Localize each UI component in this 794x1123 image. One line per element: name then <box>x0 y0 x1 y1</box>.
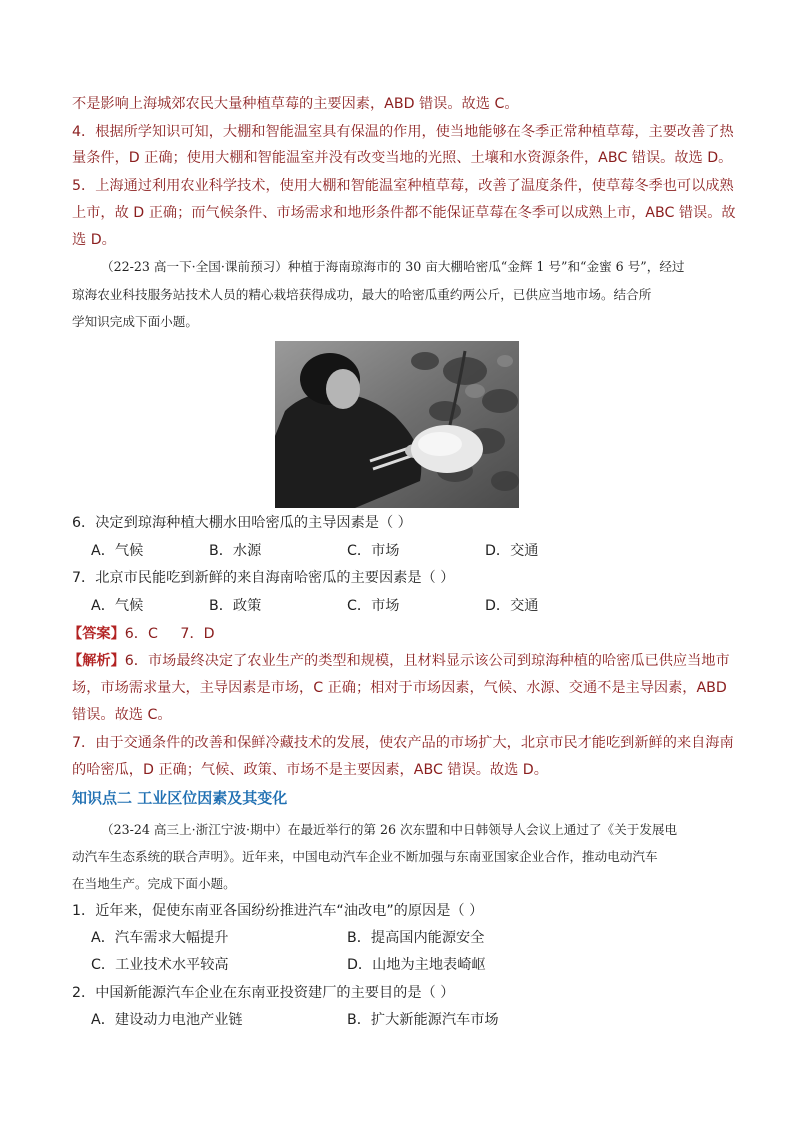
q7-option-c[interactable]: C．市场 <box>347 598 400 614</box>
answer-text: 6．C 7．D <box>124 626 215 642</box>
analysis-text: 选 D。 <box>72 232 116 248</box>
material-text: 琼海农业科技服务站技术人员的精心栽培获得成功，最大的哈密瓜重约两公斤，已供应当地市场。结合所 <box>72 287 652 302</box>
q6-option-c[interactable]: C．市场 <box>347 543 400 559</box>
analysis-text: 5．上海通过利用农业科学技术，使用大棚和智能温室种植草莓，改善了温度条件，使草莓冬季也可以成熟 <box>72 178 734 194</box>
material-text: 动汽车生态系统的联合声明》。近年来，中国电动汽车企业不断加强与东南亚国家企业合作，推动电动汽车 <box>72 849 658 864</box>
analysis-text: 7．由于交通条件的改善和保鲜冷藏技术的发展，使农产品的市场扩大，北京市民才能吃到新鲜的来自海南 <box>72 735 734 751</box>
analysis-line <box>68 651 730 671</box>
analysis-text: 错误。故选 C。 <box>72 707 172 723</box>
q2-option-a[interactable]: A．建设动力电池产业链 <box>91 1012 243 1028</box>
analysis-text: 6．市场最终决定了农业生产的类型和规模，且材料显示该公司到琼海种植的哈密瓜已供应当地市 <box>124 653 730 669</box>
question-1-stem: 1．近年来，促使东南亚各国纷纷推进汽车“油改电”的原因是（ ） <box>72 903 484 919</box>
q1-option-b[interactable]: B．提高国内能源安全 <box>347 930 485 946</box>
question-7-stem: 7．北京市民能吃到新鲜的来自海南哈密瓜的主要因素是（ ） <box>72 570 455 586</box>
analysis-text: 量条件，D 正确；使用大棚和智能温室并没有改变当地的光照、土壤和水资源条件，ABC 错误。故选 D。 <box>72 150 733 166</box>
q7-option-b[interactable]: B．政策 <box>209 598 262 614</box>
q7-option-a[interactable]: A．气候 <box>91 598 144 614</box>
q6-option-a[interactable]: A．气候 <box>91 543 144 559</box>
q1-option-a[interactable]: A．汽车需求大幅提升 <box>91 930 229 946</box>
section-heading: 知识点二 工业区位因素及其变化 <box>72 789 288 807</box>
analysis-text: 不是影响上海城郊农民大量种植草莓的主要因素，ABD 错误。故选 C。 <box>72 96 519 112</box>
q6-option-b[interactable]: B．水源 <box>209 543 262 559</box>
material-text: 在当地生产。完成下面小题。 <box>72 876 236 891</box>
analysis-text: 的哈密瓜，D 正确；气候、政策、市场不是主要因素，ABC 错误。故选 D。 <box>72 762 548 778</box>
melon-farmer-photo <box>275 341 519 508</box>
q7-option-d[interactable]: D．交通 <box>485 598 539 614</box>
q1-option-c[interactable]: C．工业技术水平较高 <box>91 957 229 973</box>
analysis-text: 场，市场需求量大，主导因素是市场，C 正确；相对于市场因素，气候、水源、交通不是主导因素，ABD <box>72 680 727 696</box>
analysis-text: 4．根据所学知识可知，大棚和智能温室具有保温的作用，使当地能够在冬季正常种植草莓，主要改善了热 <box>72 124 734 140</box>
answer-line <box>68 624 215 644</box>
analysis-label: 【解析】 <box>68 653 125 669</box>
material-text: （22-23 高一下·全国·课前预习）种植于海南琼海市的 30 亩大棚哈密瓜“金辉 1 号”和“金蜜 6 号”，经过 <box>101 259 685 274</box>
q2-option-b[interactable]: B．扩大新能源汽车市场 <box>347 1012 499 1028</box>
question-6-stem: 6．决定到琼海种植大棚水田哈密瓜的主导因素是（ ） <box>72 515 412 531</box>
answer-label: 【答案】 <box>68 626 125 642</box>
question-2-stem: 2．中国新能源汽车企业在东南亚投资建厂的主要目的是（ ） <box>72 985 455 1001</box>
material-text: （23-24 高三上·浙江宁波·期中）在最近举行的第 26 次东盟和中日韩领导人会议上通过了《关于发展电 <box>101 822 678 837</box>
analysis-text: 上市，故 D 正确；而气候条件、市场需求和地形条件都不能保证草莓在冬季可以成熟上市，ABC 错误。故 <box>72 205 736 221</box>
q6-option-d[interactable]: D．交通 <box>485 543 539 559</box>
material-text: 学知识完成下面小题。 <box>72 314 198 329</box>
q1-option-d[interactable]: D．山地为主地表崎岖 <box>347 957 486 973</box>
